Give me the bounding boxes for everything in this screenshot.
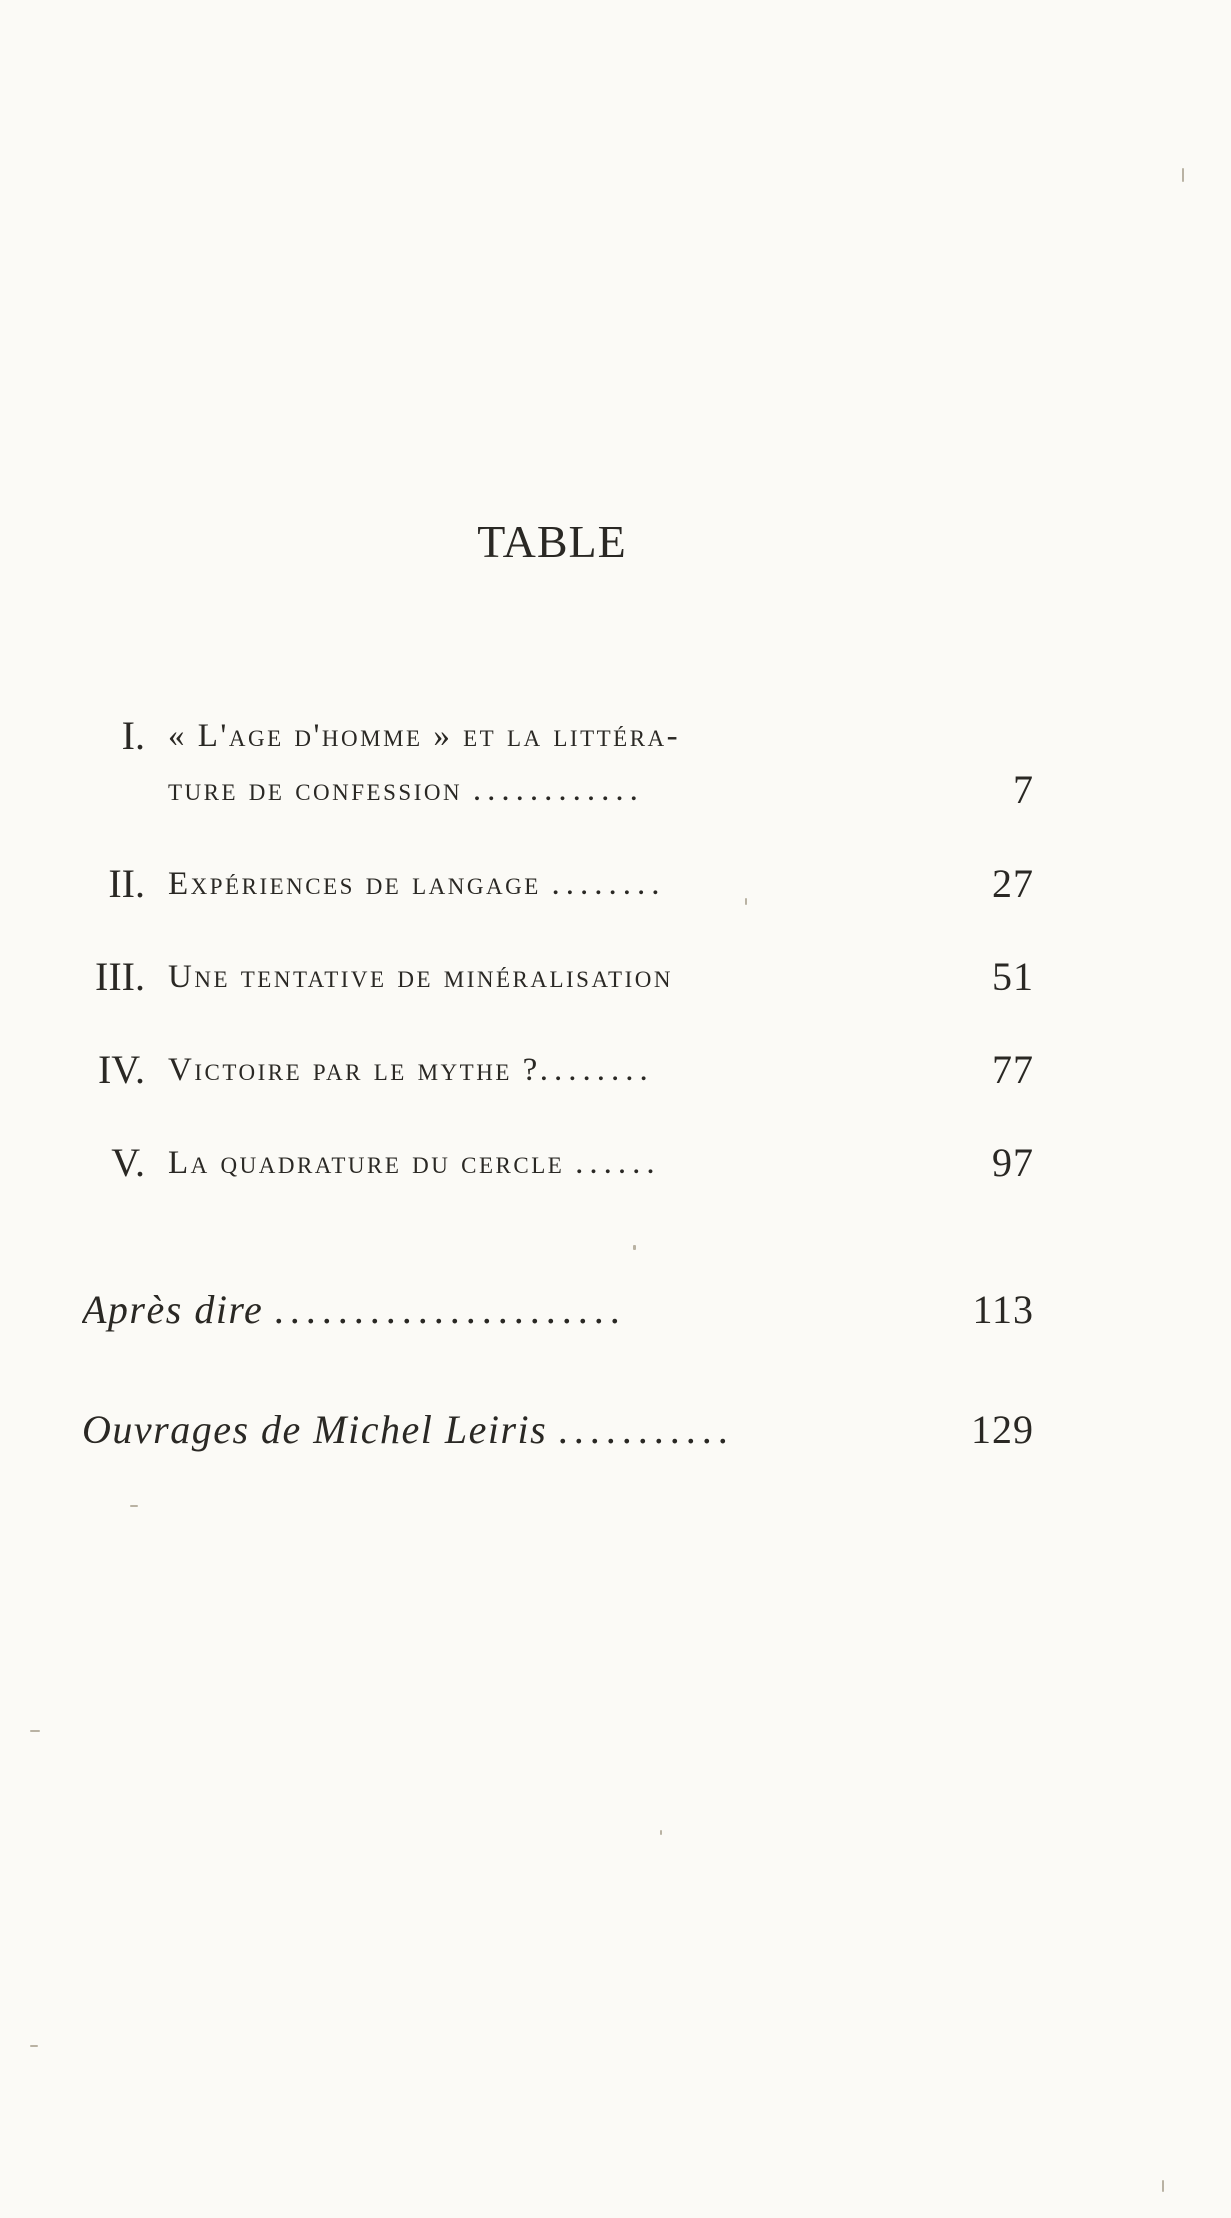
appendix-title: Ouvrages de Michel Leiris ........... — [82, 1407, 735, 1452]
toc-entry-chapter-4[interactable] — [0, 1040, 1231, 1100]
page-number: 97 — [992, 1140, 1034, 1185]
paper-speck — [745, 898, 747, 905]
dot-leader: ........ — [539, 1052, 654, 1088]
dot-leader: ...................... — [274, 1287, 627, 1332]
toc-entry-ouvrages[interactable] — [0, 1400, 1231, 1460]
dot-leader: ...... — [575, 1145, 661, 1181]
toc-entry-chapter-2[interactable] — [0, 854, 1231, 914]
toc-entry-chapter-3[interactable] — [0, 947, 1231, 1007]
paper-speck — [1162, 2180, 1164, 2192]
chapter-title: Expériences de langage ........ — [168, 866, 666, 902]
chapter-numeral: V. — [111, 1140, 145, 1185]
page-number: 129 — [971, 1407, 1034, 1452]
paper-speck — [633, 1245, 636, 1250]
page-number: 113 — [972, 1287, 1034, 1332]
dot-leader: ............ — [472, 772, 644, 808]
page-number: 77 — [992, 1047, 1034, 1092]
dot-leader: ........ — [551, 866, 666, 902]
toc-entry-apres-dire[interactable] — [0, 1280, 1231, 1340]
paper-speck — [130, 1505, 138, 1507]
appendix-title: Après dire ...................... — [82, 1287, 627, 1332]
dot-leader: ........... — [558, 1407, 735, 1452]
chapter-title-line-1: « L'age d'homme » et la littéra- — [168, 718, 681, 754]
table-heading: TABLE — [477, 516, 627, 567]
page-number: 51 — [992, 954, 1034, 999]
chapter-title-line-2: ture de confession ............ — [168, 772, 644, 808]
paper-speck — [660, 1830, 662, 1835]
chapter-title: Victoire par le mythe ?........ — [168, 1052, 654, 1088]
chapter-numeral: IV. — [97, 1047, 145, 1092]
chapter-title: Une tentative de minéralisation — [168, 959, 673, 995]
toc-entry-chapter-1[interactable] — [0, 706, 1231, 812]
paper-speck — [30, 1730, 40, 1732]
chapter-title: La quadrature du cercle ...... — [168, 1145, 661, 1181]
page-number: 27 — [992, 861, 1034, 906]
chapter-numeral: II. — [108, 861, 145, 906]
page-number: 7 — [1013, 767, 1034, 812]
paper-speck — [30, 2045, 38, 2047]
chapter-numeral: I. — [121, 713, 145, 758]
paper-speck — [1182, 168, 1184, 182]
chapter-numeral: III. — [95, 954, 145, 999]
toc-entry-chapter-5[interactable] — [0, 1133, 1231, 1193]
